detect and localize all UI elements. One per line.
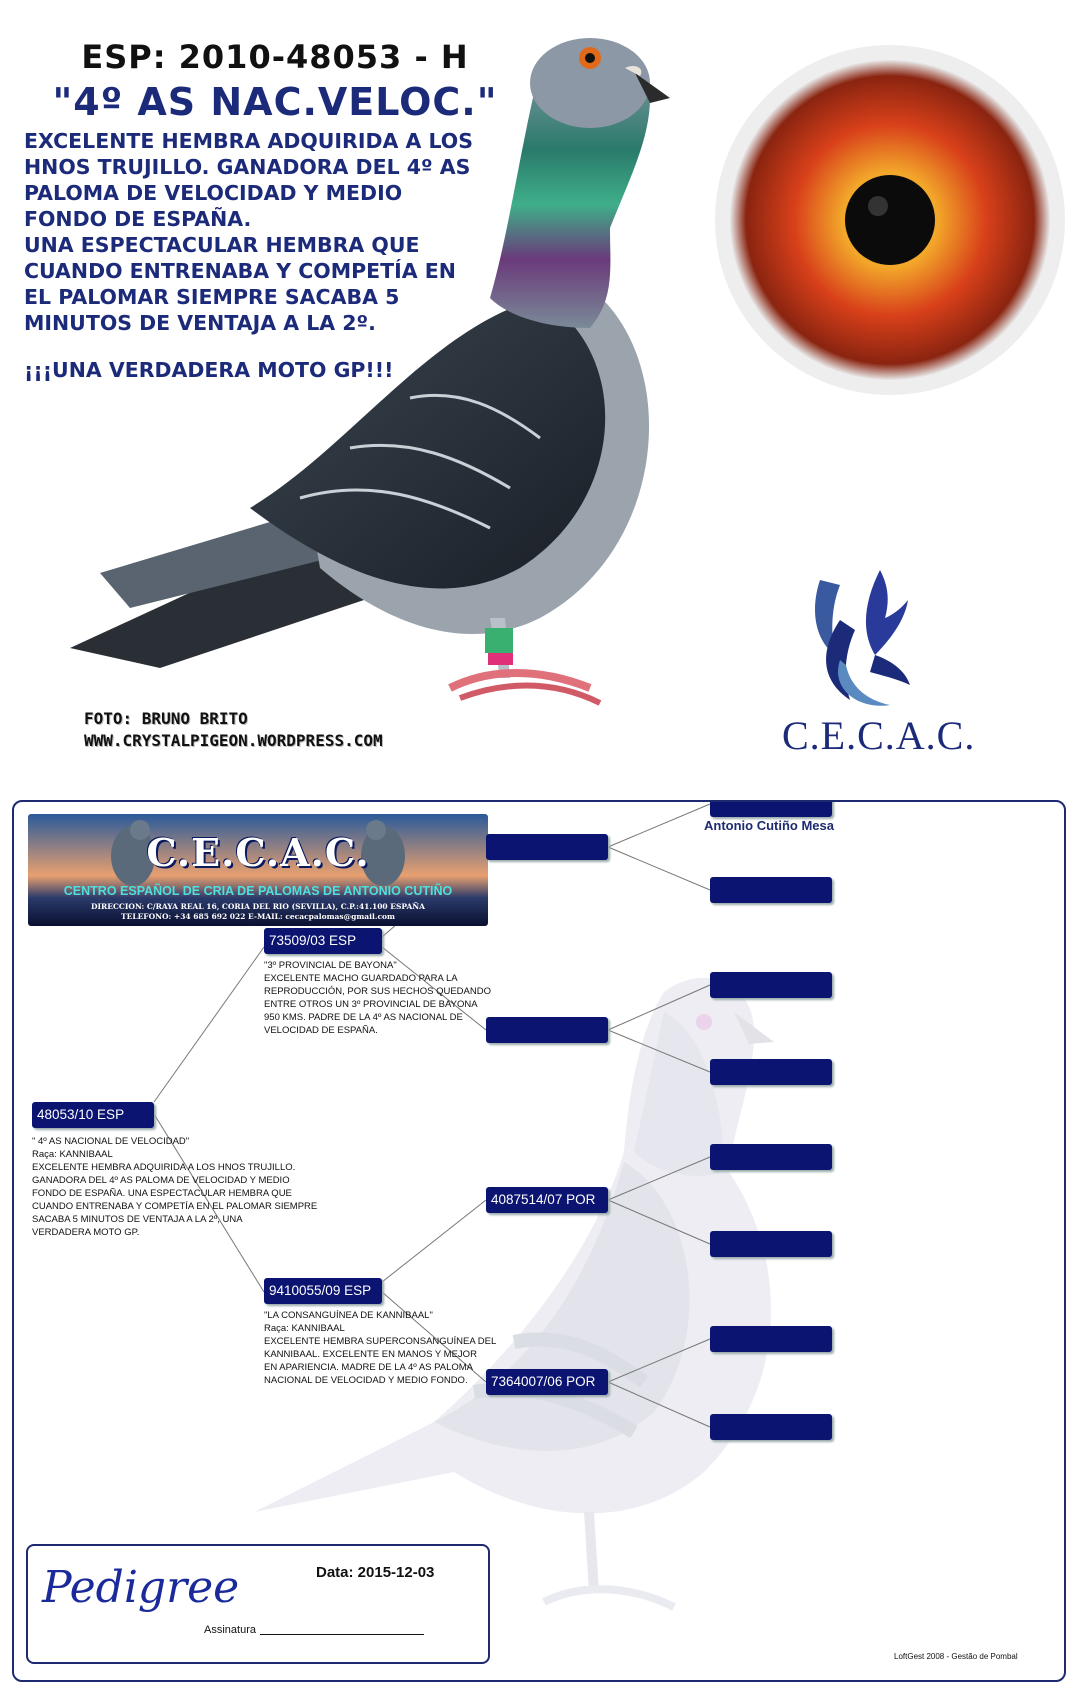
desc-line: "LA CONSANGUÍNEA DE KANNIBAAL" xyxy=(264,1310,433,1321)
great-grandparent-box[interactable] xyxy=(710,1144,832,1170)
great-grandparent-box[interactable] xyxy=(710,1326,832,1352)
hero-desc-line: PALOMA DE VELOCIDAD Y MEDIO xyxy=(24,181,403,205)
sire-ring-box[interactable]: 73509/03 ESP xyxy=(264,928,382,954)
hero-desc-line: MINUTOS DE VENTAJA A LA 2º. xyxy=(24,311,376,335)
pedigree-label: Pedigree xyxy=(42,1562,240,1613)
hero-desc-line: CUANDO ENTRENABA Y COMPETÍA EN xyxy=(24,259,456,283)
owner-name: Antonio Cutiño Mesa xyxy=(704,818,834,833)
desc-line: SACABA 5 MINUTOS DE VENTAJA A LA 2º, UNA xyxy=(32,1214,243,1225)
hero-ring-number: ESP: 2010-48053 - H xyxy=(81,38,469,76)
desc-line: NACIONAL DE VELOCIDAD Y MEDIO FONDO. xyxy=(264,1375,468,1386)
hero-description xyxy=(24,128,544,336)
grandparent-box[interactable]: 4087514/07 POR xyxy=(486,1187,608,1213)
desc-line: GANADORA DEL 4º AS PALOMA DE VELOCIDAD Y MEDIO xyxy=(32,1175,290,1186)
hero-desc-line: UNA ESPECTACULAR HEMBRA QUE xyxy=(24,233,420,257)
desc-line: Raça: KANNIBAAL xyxy=(264,1323,345,1334)
desc-line: 950 KMS. PADRE DE LA 4º AS NACIONAL DE xyxy=(264,1012,463,1023)
desc-line: " 4º AS NACIONAL DE VELOCIDAD" xyxy=(32,1136,190,1147)
photographer: FOTO: BRUNO BRITO xyxy=(84,709,248,728)
desc-line: "3º PROVINCIAL DE BAYONA" xyxy=(264,960,397,971)
hero-desc-line: FONDO DE ESPAÑA. xyxy=(24,207,252,231)
desc-line: KANNIBAAL. EXCELENTE EN MANOS Y MEJOR xyxy=(264,1349,477,1360)
photo-credit xyxy=(84,708,383,752)
great-grandparent-box[interactable] xyxy=(710,1414,832,1440)
banner-title: C.E.C.A.C. xyxy=(146,830,370,875)
desc-line: EXCELENTE HEMBRA SUPERCONSANGUÍNEA DEL xyxy=(264,1336,497,1347)
grandparent-box[interactable] xyxy=(486,834,608,860)
desc-line: EN APARIENCIA. MADRE DE LA 4º AS PALOMA xyxy=(264,1362,474,1373)
website-link[interactable]: WWW.CRYSTALPIGEON.WORDPRESS.COM xyxy=(84,731,383,750)
desc-line: EXCELENTE MACHO GUARDADO PARA LA xyxy=(264,973,458,984)
cecac-logo-text: C.E.C.A.C. xyxy=(782,713,976,758)
great-grandparent-box[interactable] xyxy=(710,972,832,998)
hero-section xyxy=(0,0,1080,780)
software-credit: LoftGest 2008 - Gestão de Pombal xyxy=(894,1652,1018,1661)
dam-ring-box[interactable]: 9410055/09 ESP xyxy=(264,1278,382,1304)
hero-desc-line: EXCELENTE HEMBRA ADQUIRIDA A LOS xyxy=(24,129,473,153)
great-grandparent-box[interactable] xyxy=(710,1231,832,1257)
desc-line: CUANDO ENTRENABA Y COMPETÍA EN EL PALOMAR SIEMPRE xyxy=(32,1201,318,1212)
desc-line: VERDADERA MOTO GP. xyxy=(32,1227,140,1238)
sire-description xyxy=(264,959,491,1037)
cecac-banner xyxy=(28,814,488,926)
banner-phone-email: TELEFONO: +34 685 692 022 E-MAIL: cecacpalomas@gmail.com xyxy=(121,912,395,921)
hero-desc-line: EL PALOMAR SIEMPRE SACABA 5 xyxy=(24,285,400,309)
grandparent-box[interactable] xyxy=(486,1017,608,1043)
hero-slogan: ¡¡¡UNA VERDADERA MOTO GP!!! xyxy=(24,358,394,382)
dam-description xyxy=(264,1309,497,1387)
hero-title: "4º AS NAC.VELOC." xyxy=(52,80,498,124)
desc-line: Raça: KANNIBAAL xyxy=(32,1149,113,1160)
subject-ring-box[interactable]: 48053/10 ESP xyxy=(32,1102,154,1128)
pedigree-date: Data: 2015-12-03 xyxy=(316,1564,435,1581)
signature-label: Assinatura xyxy=(204,1624,256,1636)
desc-line: REPRODUCCIÓN, POR SUS HECHOS QUEDANDO xyxy=(264,986,491,997)
desc-line: VELOCIDAD DE ESPAÑA. xyxy=(264,1025,378,1036)
great-grandparent-box[interactable] xyxy=(710,800,832,817)
pedigree-footer xyxy=(26,1544,490,1664)
desc-line: FONDO DE ESPAÑA. UNA ESPECTACULAR HEMBRA QUE xyxy=(32,1188,292,1199)
banner-address: DIRECCION: C/RAYA REAL 16, CORIA DEL RIO (SEVILLA), C.P.:41.100 ESPAÑA xyxy=(91,902,425,911)
signature-line xyxy=(260,1634,424,1635)
grandparent-box[interactable]: 7364007/06 POR xyxy=(486,1369,608,1395)
banner-subtitle: CENTRO ESPAÑOL DE CRIA DE PALOMAS DE ANTONIO CUTIÑO xyxy=(63,884,453,898)
desc-line: EXCELENTE HEMBRA ADQUIRIDA A LOS HNOS TRUJILLO. xyxy=(32,1162,296,1173)
subject-description xyxy=(32,1135,332,1239)
hero-desc-line: HNOS TRUJILLO. GANADORA DEL 4º AS xyxy=(24,155,471,179)
great-grandparent-box[interactable] xyxy=(710,1059,832,1085)
pedigree-card xyxy=(12,800,1066,1682)
eye-closeup xyxy=(700,30,1080,410)
great-grandparent-box[interactable] xyxy=(710,877,832,903)
banner-contact xyxy=(28,902,488,922)
desc-line: ENTRE OTROS UN 3º PROVINCIAL DE BAYONA xyxy=(264,999,478,1010)
